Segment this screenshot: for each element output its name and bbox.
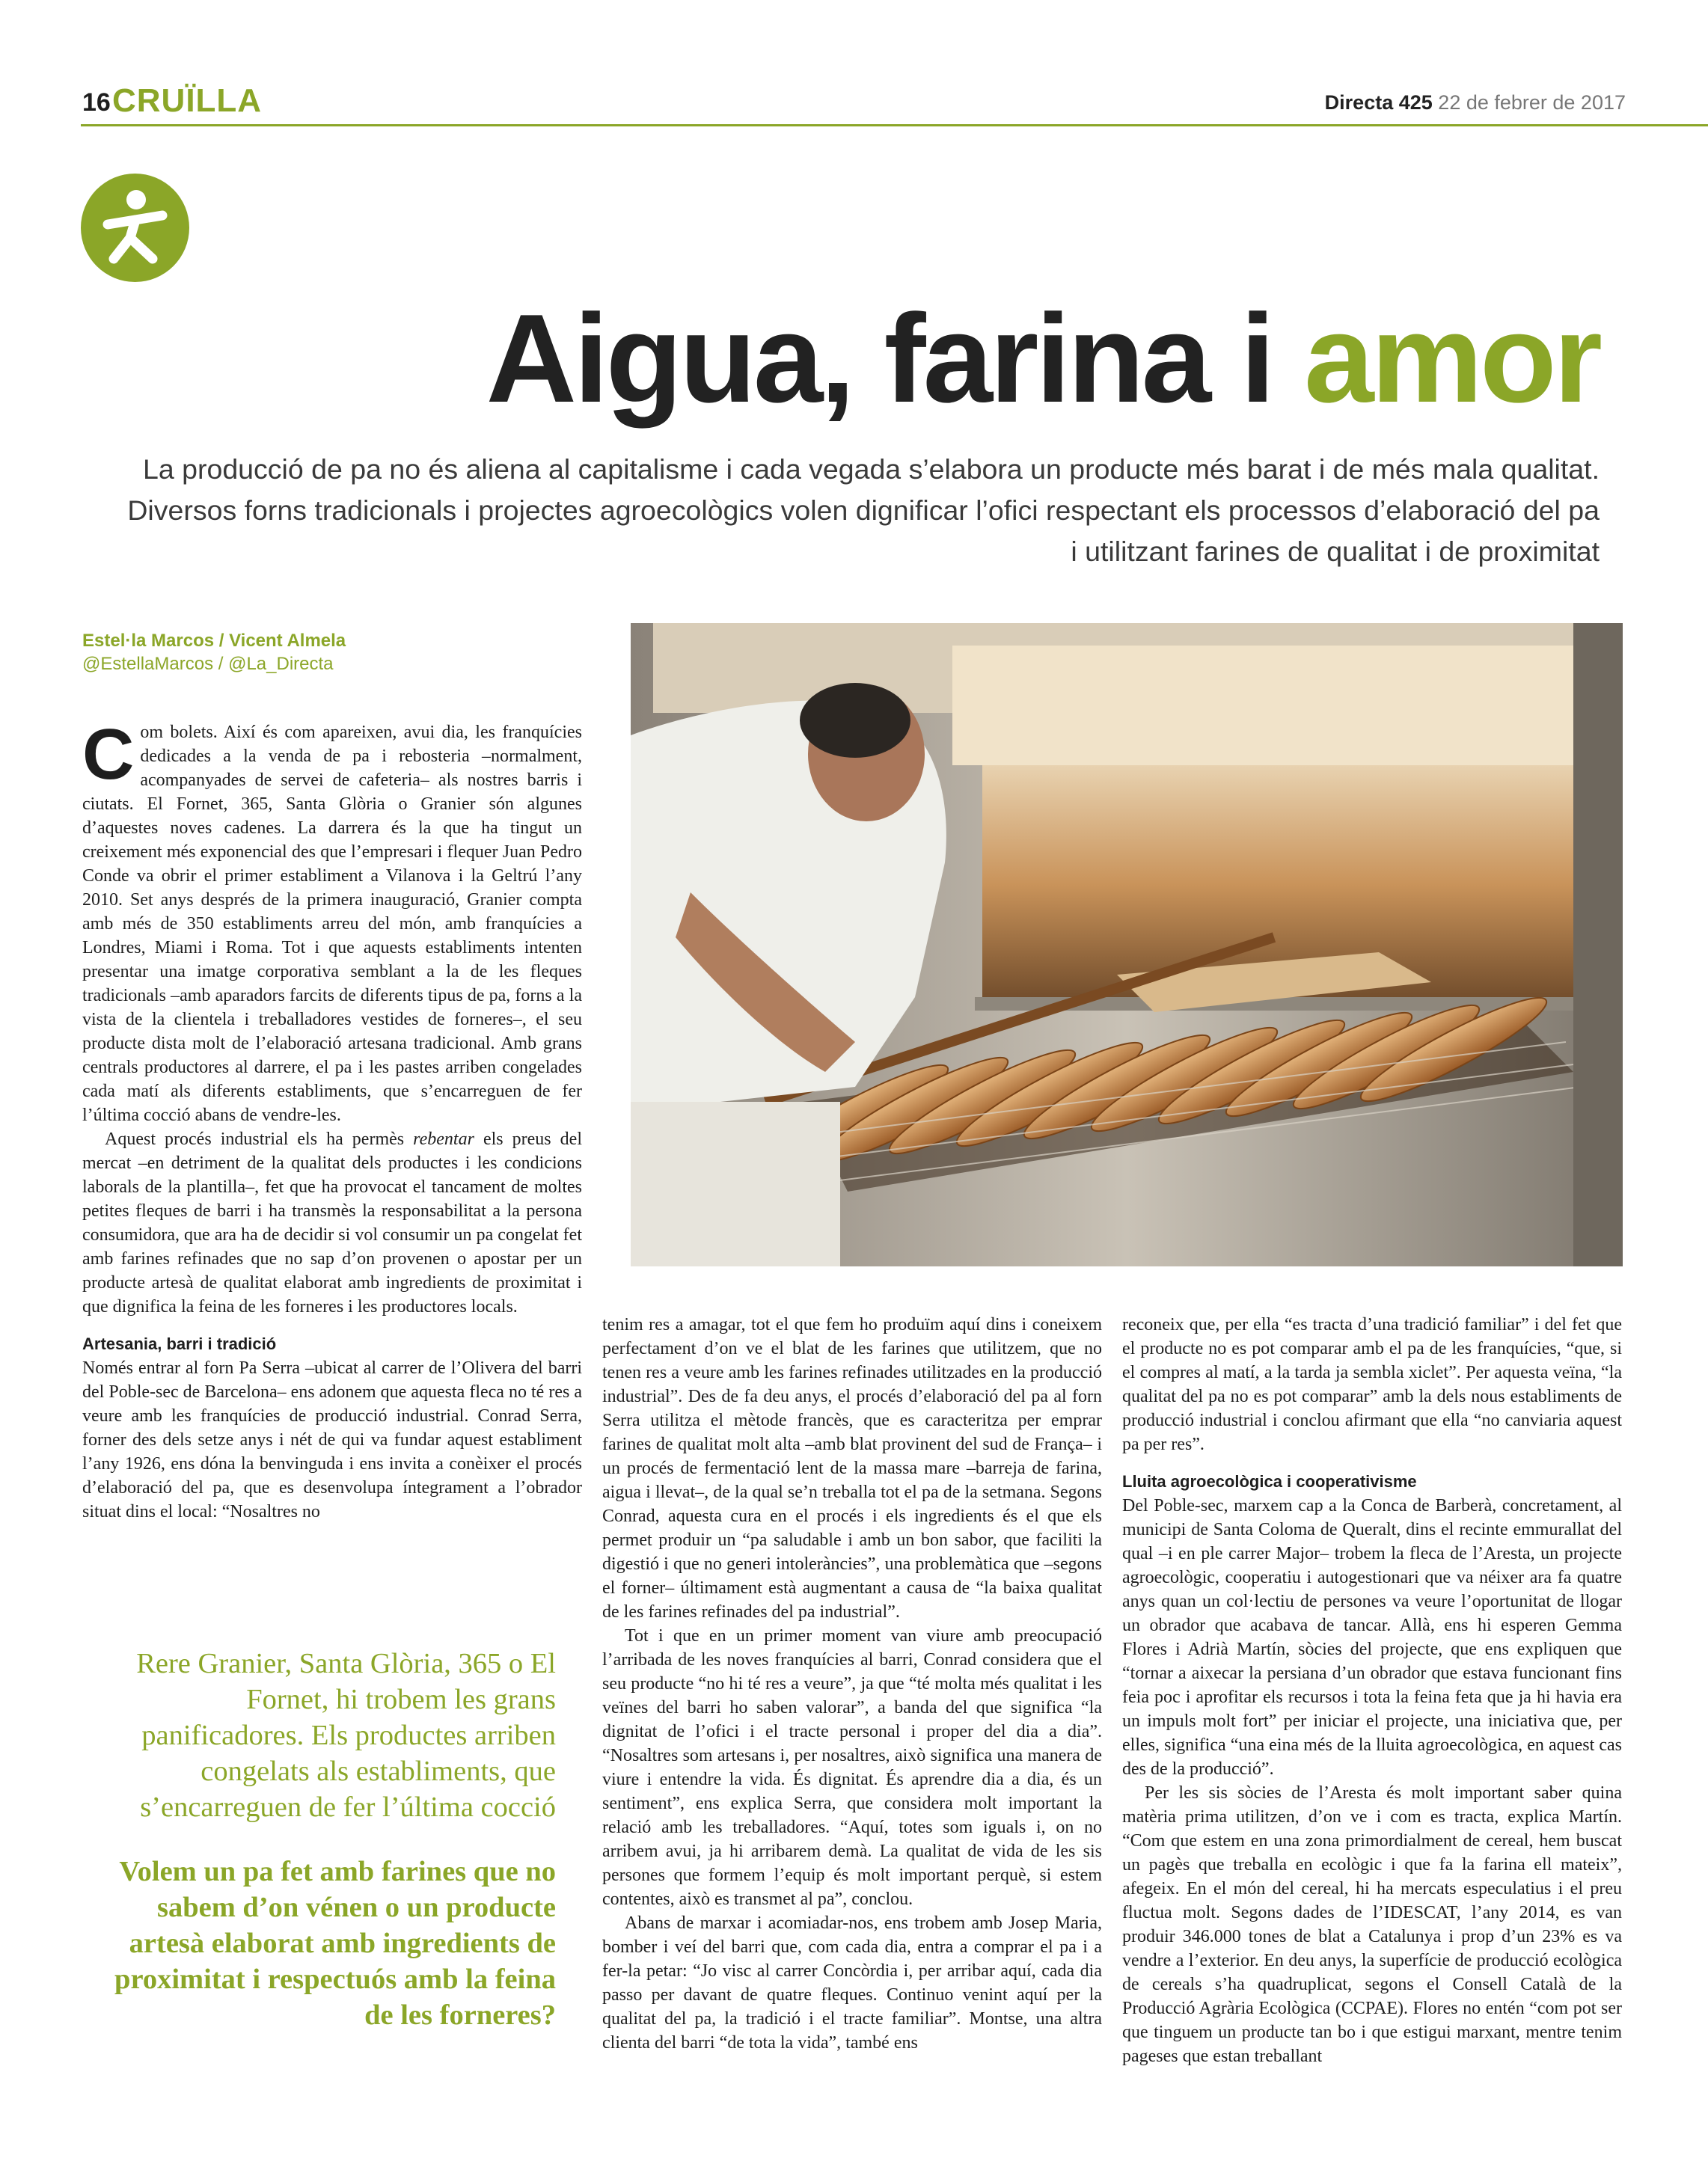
- drop-cap: C: [82, 714, 135, 794]
- headline-accent: amor: [1304, 288, 1600, 429]
- paragraph: [82, 1127, 582, 1319]
- paragraph-intro: [82, 714, 582, 1127]
- paragraph: tenim res a amagar, tot el que fem ho produïm aquí dins i coneixem perfectament d’on ve el blat de les farines que utilitzem, que no tenen res a veure amb les farines refinades utilitzades en la producció industrial”. Des de fa deu anys, el procés d’elaboració del pa al forn Serra utilitza el mètode francès, que es caracteritza per emprar farines de qualitat molt alta –amb blat provinent del sud de França– i un procés de fermentació lent de la massa mare –barreja de farina, aigua i llevat–, de la qual se’n treballa tot el pa de la setmana. Segons Conrad, aquesta cura en el procés i els ingredients és el que els permet produir un “pa saludable i amb un bon sabor, que faciliti la digestió i que no generi intoleràncies”, una problemàtica que –segons el forner– últimament està augmentant a causa de “la baixa qualitat de les farines refinades del pa industrial”.: [602, 1315, 1102, 1622]
- baker-photo: [631, 623, 1623, 1266]
- paragraph-intro-text: om bolets. Així és com apareixen, avui dia, les franquícies dedicades a la venda de pa i rebosteria –normalment, acompanyades de servei de cafeteria– als nostres barris i ciutats. El Fornet, 365, Santa Glòria o Granier són algunes d’aquestes noves cadenes. La darrera és la que ha tingut un creixement més exponencial des que l’empresari i flequer Juan Pedro Conde va obrir el primer establiment a Vilanova i la Geltrú l’any 2010. Set anys després de la primera inauguració, Granier compta amb més de 350 establiments arreu del món, amb franquícies a Londres, Miami i Roma. Tot i que aquests establiments intenten presentar una imatge corporativa semblant a la de les fleques tradicionals –amb aparadors farcits de diferents tipus de pa, forns a la vista de la clientela i treballadores vestides de forneres–, el seu producte dista molt de l’elaboració artesana tradicional. Amb grans centrals productores al darrere, el pa i les pastes arriben congelades cada matí als diferents establiments, que s’encarreguen de fer l’última cocció abans de vendre-les.: [82, 723, 582, 1125]
- publication-name: Directa 425: [1324, 91, 1433, 114]
- author-handles: @EstellaMarcos / @La_Directa: [82, 654, 334, 674]
- header-rule: [81, 124, 1708, 126]
- baker-photo-illustration: [631, 623, 1623, 1266]
- subheading: Artesania, barri i tradició: [82, 1334, 277, 1353]
- paragraph: Només entrar al forn Pa Serra –ubicat al carrer de l’Olivera del barri del Poble-sec de Barcelona– ens adonem que aquesta fleca no té res a veure amb les franquícies de producció industrial. Conrad Serra, forner des dels setze anys i nét de qui va fundar aquest establiment l’any 1926, ens dóna la benvinguda i ens invita a conèixer el procés d’elaboració del pa, que es desenvolupa íntegrament a l’obrador situat dins el local: “Nosaltres no: [82, 1358, 582, 1521]
- paragraph-text: els preus del mercat –en detriment de la qualitat dels productes i les condicions laborals de la plantilla–, fet que ha provocat el tancament de moltes petites fleques de barri i ha transmès la responsabilitat a la persona consumidora, que ara ha de decidir si vol consumir un pa congelat fet amb farines refinades que no sap d’on provenen o apostar per un producte artesà de qualitat elaborat amb ingredients de proximitat i que dignifica la feina de les forneres i les productores locals.: [82, 1130, 583, 1317]
- paragraph: Per les sis sòcies de l’Aresta és molt important saber quina matèria prima utilitzen, d’on ve i com es tracta, explica Martín. “Com que estem en una zona primordialment de cereal, hem buscat un pagès que treballa en ecològic i que fa la farina ell mateix”, afegeix. En el món del cereal, hi ha mercats especulatius i el preu fluctua molt. Segons dades de l’IDESCAT, l’any 2014, es van produir 346.000 tones de blat a Catalunya i prop d’un 23% es va vendre a l’exterior. En deu anys, la superfície de producció ecològica de cereals s’ha quadruplicat, segons el Consell Català de la Producció Agrària Ecològica (CCPAE). Flores no entén “com pot ser que tinguem un producte tan bo i que estigui marxant, mentre tenim pageses que estan treballant: [1122, 1783, 1622, 2066]
- body-column-1: [82, 714, 583, 1524]
- headline: [486, 288, 1600, 429]
- person-star-icon: [81, 174, 189, 282]
- pull-quote-2: Volem un pa fet amb farines que no sabem d’on vénen o un producte artesà elaborat amb ingredients de proximitat i respectuós amb la feina de les forneres?: [114, 1856, 556, 2031]
- section-title: CRUÏLLA: [112, 82, 263, 119]
- issue-date: 22 de febrer de 2017: [1438, 91, 1626, 114]
- issue-info: [1325, 91, 1626, 114]
- page-number: 16: [82, 88, 111, 117]
- paragraph: reconeix que, per ella “es tracta d’una tradició familiar” i del fet que el producte no es pot comparar amb el pa de les franquícies, “que, si el compres al matí, a la tarda ja sembla xiclet”. Per aquesta veïna, “la qualitat del pa no es pot comparar” amb la dels nous establiments de producció industrial i conclou afirmant que ella “no canviaria aquest pa per res”.: [1122, 1315, 1622, 1454]
- byline: Estel·la Marcos / Vicent Almela: [82, 631, 346, 651]
- body-column-2: [602, 1313, 1102, 2055]
- body-column-3: [1122, 1313, 1622, 2068]
- paragraph: Del Poble-sec, marxem cap a la Conca de Barberà, concretament, al municipi de Santa Coloma de Queralt, dins el recinte emmurallat del qual –i en ple carrer Major– trobem la fleca de l’Aresta, un projecte agroecològic, cooperatiu i autogestionari que va néixer ara fa quatre anys quan un col·lectiu de persones va veure l’oportunitat de llogar un obrador que acabava de tancar. Allà, ens hi esperen Gemma Flores i Adrià Martín, sòcies del projecte, que ens expliquen que “tornar a aixecar la persiana d’un obrador que estava funcionant fins feia poc i aprofitar els recursos i tota la feina feta que ja hi havia era un impuls molt fort” per iniciar el projecte, una iniciativa que, per elles, significa “una eina més de la lluita agroecològica, en aquest cas des de la producció”.: [1122, 1496, 1622, 1779]
- italic-term: rebentar: [413, 1130, 474, 1149]
- paragraph: Tot i que en un primer moment van viure amb preocupació l’arribada de les noves franquícies al barri, Conrad considera que el seu producte “no hi té res a veure”, ja que “té molta més qualitat i les veïnes del barri ho saben valorar”, a banda del que significa “la dignitat de l’ofici i el tracte personal i proper del dia a dia”. “Nosaltres som artesans i, per nosaltres, això significa una manera de viure i entendre la vida. És dignitat. És aprendre dia a dia, és un sentiment”, ens explica Serra, que considera molt important la relació amb les treballadores. “Aquí, totes som iguals i, on no arribem avui, ja hi arribarem demà. La qualitat de vida de les sis persones que formem l’equip és molt important perquè, si estem contentes, això es transmet al pa”, conclou.: [602, 1626, 1102, 1909]
- subheading: Lluita agroecològica i cooperativisme: [1122, 1472, 1417, 1491]
- standfirst: La producció de pa no és aliena al capitalisme i cada vegada s’elabora un producte més barat i de més mala qualitat. Diversos forns tradicionals i projectes agroecològics volen dignificar l’ofici respectant els processos d’elaboració del pa i utilitzant farines de qualitat i de proximitat: [127, 453, 1600, 567]
- paragraph-text: Aquest procés industrial els ha permès: [105, 1130, 414, 1149]
- paragraph: Abans de marxar i acomiadar-nos, ens trobem amb Josep Maria, bomber i veí del barri que, com cada dia, entra a comprar el pa i a fer-la petar: “Jo visc al carrer Concòrdia i, per arribar aquí, cada dia passo per davant de quatre fleques. Continuo venint aquí per la qualitat del pa, la tradició i el tracte familiar”. Montse, una altra clienta del barri “de tota la vida”, també ens: [602, 1913, 1102, 2053]
- headline-main: Aigua, farina i: [486, 288, 1305, 429]
- pull-quote-1: Rere Granier, Santa Glòria, 365 o El Fornet, hi trobem les grans panificadores. Els productes arriben congelats als establiments, que s’encarreguen de fer l’última cocció: [136, 1648, 556, 1823]
